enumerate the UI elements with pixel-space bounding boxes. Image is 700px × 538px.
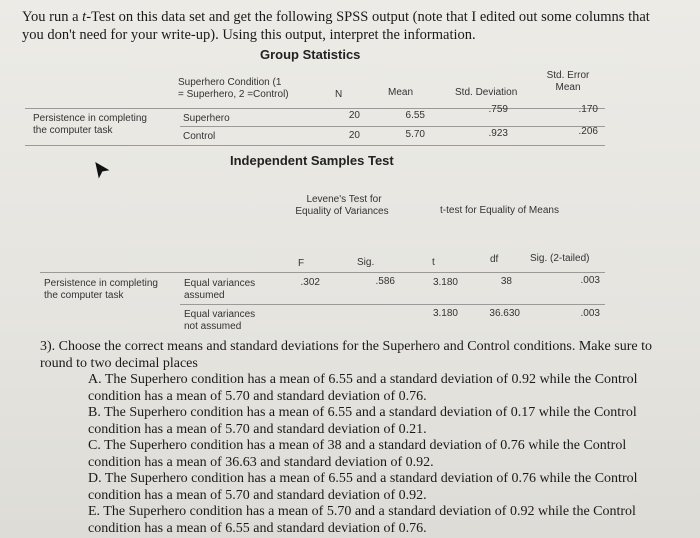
row-equal-not-assumed-sig2: .003 xyxy=(580,308,600,319)
group-row-superhero-label: Superhero xyxy=(183,113,230,124)
group-row-superhero-n: 20 xyxy=(348,110,360,121)
ind-test-row-rule xyxy=(180,304,605,305)
answer-option-a[interactable]: A. The Superhero condition has a mean of 6.55 and a standard deviation of 0.92 while the Control condition has a mean of 5.70 and standard deviation of 0.76. xyxy=(88,372,638,404)
intro-t-italic: t xyxy=(82,9,87,25)
answer-option-b[interactable]: B. The Superhero condition has a mean of 6.55 and a standard deviation of 0.17 while the Control condition has a mean of 5.70 and standard deviation of 0.21. xyxy=(88,405,637,437)
n-col-header: N xyxy=(335,89,343,100)
group-row-control-n: 20 xyxy=(348,130,360,141)
row-equal-assumed-sig: .586 xyxy=(375,276,395,287)
group-row-control-sd: .923 xyxy=(488,128,508,139)
row-equal-not-assumed-line1: Equal variances xyxy=(184,309,256,320)
mouse-cursor-icon xyxy=(94,161,110,179)
sig-2tailed-col-header: Sig. (2-tailed) xyxy=(530,253,590,264)
std-deviation-col-header: Std. Deviation xyxy=(455,87,518,98)
group-stats-bottom-rule xyxy=(25,145,605,146)
row-equal-not-assumed-df: 36.630 xyxy=(489,308,520,319)
group-row-superhero-mean: 6.55 xyxy=(405,110,425,121)
row-equal-assumed-sig2: .003 xyxy=(580,275,600,286)
df-col-header: df xyxy=(490,254,499,265)
answer-option-d[interactable]: D. The Superhero condition has a mean of 6.55 and a standard deviation of 0.76 while the Control condition has a mean of 5.70 and standard deviation of 0.92. xyxy=(88,471,638,503)
question-stem: 3). Choose the correct means and standard deviations for the Superhero and Control conditions. Make sure to round to two decimal places xyxy=(40,339,652,371)
row-equal-assumed-line1: Equal variances xyxy=(184,278,256,289)
group-stats-row-rule xyxy=(180,126,605,127)
intro-text-1: You run a xyxy=(22,9,83,25)
t-test-header: t-test for Equality of Means xyxy=(440,205,559,216)
group-row-superhero-se: .170 xyxy=(578,104,598,115)
group-col-header-line1: Superhero Condition (1 xyxy=(178,77,282,88)
row-equal-not-assumed-line2: not assumed xyxy=(184,321,242,332)
row-equal-assumed-t: 3.180 xyxy=(432,277,458,288)
intro-text-2: -Test on this data set and get the following SPSS output (note that I edited out some columns that you don't need for your write-up). Using this output, interpret the information. xyxy=(22,9,650,43)
std-error-mean-col-header-1: Std. Error xyxy=(546,70,590,81)
group-stats-variable-line1: Persistence in completing xyxy=(33,113,147,124)
levenes-header-line2: Equality of Variances xyxy=(295,206,389,217)
group-col-header-line2: = Superhero, 2 =Control) xyxy=(178,89,289,100)
t-col-header: t xyxy=(432,257,435,268)
ind-test-header-rule xyxy=(40,272,605,273)
f-col-header: F xyxy=(298,258,305,269)
row-equal-not-assumed-t: 3.180 xyxy=(432,308,458,319)
question-block xyxy=(40,339,670,537)
answer-option-e[interactable]: E. The Superhero condition has a mean of 5.70 and a standard deviation of 0.92 while the Control condition has a mean of 6.55 and standard deviation of 0.76. xyxy=(88,504,636,536)
group-statistics-title: Group Statistics xyxy=(260,47,361,62)
row-equal-assumed-line2: assumed xyxy=(184,290,225,301)
group-row-superhero-sd: .759 xyxy=(488,104,508,115)
group-stats-header-rule xyxy=(25,108,605,109)
row-equal-assumed-f: .302 xyxy=(300,277,320,288)
levenes-header-line1: Levene's Test for xyxy=(306,194,382,205)
std-error-mean-col-header-2: Mean xyxy=(555,82,581,93)
group-stats-variable-line2: the computer task xyxy=(33,125,113,136)
intro-paragraph xyxy=(22,8,662,44)
group-row-control-mean: 5.70 xyxy=(405,129,425,140)
group-row-control-label: Control xyxy=(183,131,216,142)
independent-samples-test-title: Independent Samples Test xyxy=(230,153,394,168)
answer-option-c[interactable]: C. The Superhero condition has a mean of 38 and a standard deviation of 0.76 while the Control condition has a mean of 36.63 and standard deviation of 0.92. xyxy=(88,438,627,470)
sig-col-header: Sig. xyxy=(357,257,375,268)
group-row-control-se: .206 xyxy=(578,126,598,137)
ind-test-variable-line1: Persistence in completing xyxy=(44,278,158,289)
mean-col-header: Mean xyxy=(388,87,414,98)
row-equal-assumed-df: 38 xyxy=(500,276,512,287)
ind-test-variable-line2: the computer task xyxy=(44,290,124,301)
